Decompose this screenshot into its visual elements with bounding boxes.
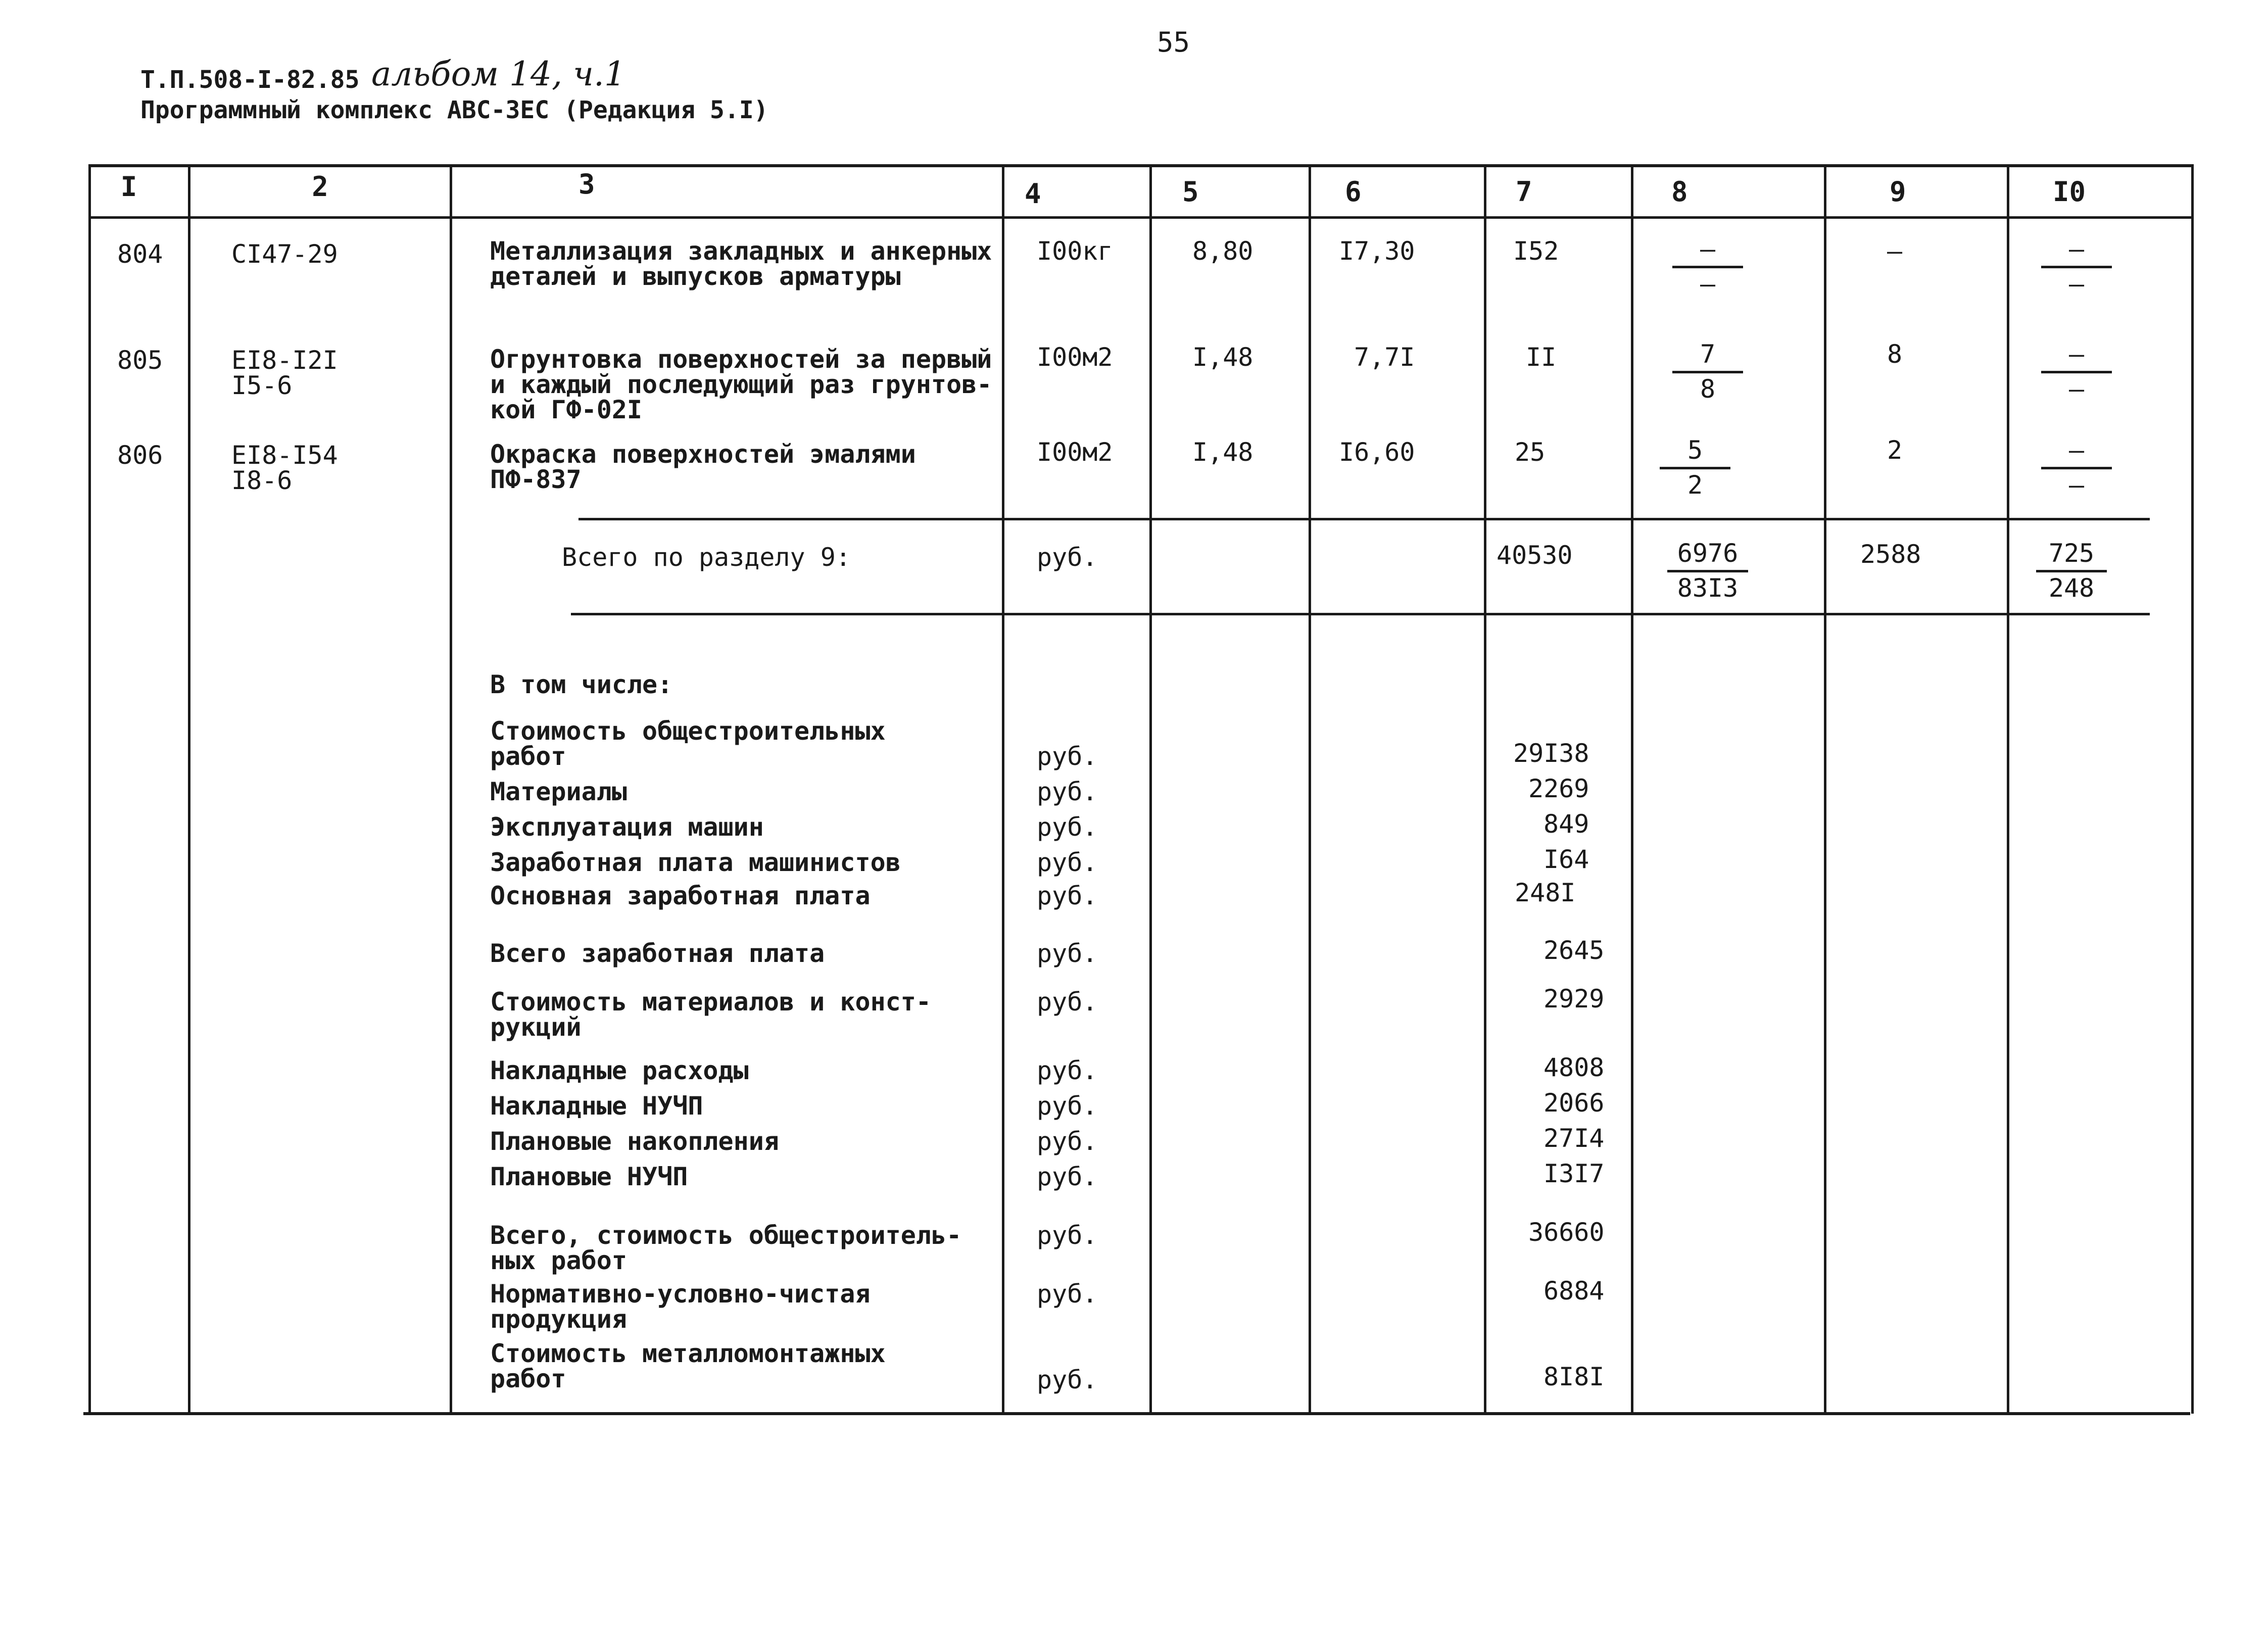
total-unit: руб. — [1037, 543, 1098, 572]
fraction-bottom: – — [2068, 374, 2085, 404]
row-description: Металлизация закладных и анкерных деталей и выпусков арматуры — [490, 236, 992, 291]
breakdown-label: Стоимость металломонтажных работ — [490, 1339, 886, 1393]
breakdown-label: Накладные НУЧП — [490, 1091, 703, 1121]
row-number: 805 — [117, 346, 163, 375]
breakdown-unit: руб. — [1037, 1221, 1098, 1250]
breakdown-unit: руб. — [1037, 1091, 1098, 1121]
fraction-bottom: 8 — [1700, 374, 1716, 404]
breakdown-value: 2645 — [1543, 936, 1605, 965]
doc-subtitle: Программный комплекс АВС-3ЕС (Редакция 5.I) — [140, 96, 768, 124]
row-col10-fraction — [2041, 339, 2112, 405]
breakdown-label: Нормативно-условно-чистая продукция — [490, 1279, 871, 1334]
col-border-6 — [1484, 164, 1486, 1414]
breakdown-unit: руб. — [1037, 1279, 1098, 1309]
breakdown-value: 248I — [1515, 878, 1576, 907]
col-header-8: 8 — [1671, 176, 1688, 208]
breakdown-unit: руб. — [1037, 987, 1098, 1017]
fraction-bottom: 248 — [2048, 573, 2095, 603]
breakdown-label: Эксплуатация машин — [490, 812, 764, 842]
breakdown-unit: руб. — [1037, 848, 1098, 877]
breakdown-unit: руб. — [1037, 1162, 1098, 1191]
row-number: 806 — [117, 441, 163, 470]
total-bottom-rule — [571, 613, 2150, 615]
breakdown-unit: руб. — [1037, 1365, 1098, 1394]
fraction-bottom: 2 — [1687, 470, 1703, 500]
breakdown-heading: В том числе: — [490, 670, 673, 699]
row-description: Окраска поверхностей эмалями ПФ-837 — [490, 440, 916, 494]
breakdown-value: 8I8I — [1543, 1362, 1605, 1391]
header-divider — [88, 216, 2193, 219]
col-border-4 — [1149, 164, 1152, 1414]
col-header-4: 4 — [1025, 178, 1041, 210]
row-col10-fraction — [2041, 435, 2112, 501]
col-header-10: I0 — [2053, 176, 2086, 208]
col-border-2 — [450, 164, 452, 1414]
col-border-5 — [1309, 164, 1311, 1414]
breakdown-unit: руб. — [1037, 881, 1098, 910]
row-description: Огрунтовка поверхностей за первый и каждый последующий раз грунтов- кой ГФ-02I — [490, 345, 992, 424]
breakdown-label: Накладные расходы — [490, 1056, 749, 1085]
breakdown-value: 6884 — [1543, 1276, 1605, 1306]
row-number: 804 — [117, 239, 163, 269]
row-col5: 8,80 — [1192, 236, 1253, 266]
fraction-top: 7 — [1672, 339, 1743, 373]
row-col9: – — [1887, 236, 1903, 266]
fraction-top: – — [2041, 435, 2112, 469]
table-bottom-border — [83, 1412, 2190, 1415]
row-col5: I,48 — [1192, 438, 1253, 467]
breakdown-unit: руб. — [1037, 742, 1098, 771]
fraction-top: – — [1672, 233, 1743, 268]
total-col10-fraction — [2036, 538, 2107, 604]
breakdown-value: 2929 — [1543, 984, 1605, 1013]
total-col8-fraction — [1667, 538, 1748, 604]
breakdown-value: 849 — [1543, 809, 1589, 839]
breakdown-label: Плановые НУЧП — [490, 1162, 688, 1191]
total-col9: 2588 — [1860, 540, 1921, 569]
breakdown-value: I3I7 — [1543, 1159, 1605, 1188]
row-col6: I7,30 — [1339, 236, 1415, 266]
fraction-bottom: – — [1700, 269, 1716, 299]
row-col9: 2 — [1887, 436, 1903, 465]
breakdown-label: Стоимость общестроительных работ — [490, 716, 886, 771]
row-col10-fraction — [2041, 233, 2112, 300]
page-number: 55 — [1157, 26, 1190, 58]
row-col6: I6,60 — [1339, 438, 1415, 467]
col-border-3 — [1002, 164, 1004, 1414]
row-col8-fraction — [1660, 435, 1730, 501]
fraction-top: – — [2041, 339, 2112, 373]
fraction-bottom: 83I3 — [1677, 573, 1739, 603]
album-note: альбом 14, ч.1 — [371, 55, 625, 93]
col-border-7 — [1631, 164, 1633, 1414]
row-col6: 7,7I — [1354, 343, 1415, 372]
col-header-5: 5 — [1182, 176, 1199, 208]
row-col7: I52 — [1513, 236, 1559, 266]
breakdown-unit: руб. — [1037, 939, 1098, 968]
col-header-6: 6 — [1345, 176, 1362, 208]
breakdown-value: 4808 — [1543, 1053, 1605, 1082]
col-border-8 — [1824, 164, 1826, 1414]
fraction-top: 725 — [2036, 538, 2107, 572]
row-unit: I00кг — [1037, 236, 1113, 266]
breakdown-label: Всего, стоимость общестроитель- ных работ — [490, 1221, 962, 1275]
breakdown-value: I64 — [1543, 845, 1589, 874]
row-col7: II — [1526, 343, 1557, 372]
breakdown-unit: руб. — [1037, 812, 1098, 842]
fraction-top: 5 — [1660, 435, 1730, 469]
fraction-top: 6976 — [1667, 538, 1748, 572]
breakdown-value: 2066 — [1543, 1088, 1605, 1118]
row-code: CI47-29 — [231, 239, 338, 269]
row-unit: I00м2 — [1037, 343, 1113, 372]
table-top-border — [88, 164, 2193, 167]
row-col8-fraction — [1672, 233, 1743, 300]
total-label: Всего по разделу 9: — [562, 543, 851, 572]
row-col7: 25 — [1515, 438, 1546, 467]
row-code: EI8-I2I I5-6 — [231, 346, 338, 400]
breakdown-value: 36660 — [1528, 1218, 1605, 1247]
breakdown-label: Основная заработная плата — [490, 881, 871, 910]
col-header-7: 7 — [1516, 176, 1532, 208]
breakdown-value: 2269 — [1528, 774, 1589, 803]
breakdown-label: Стоимость материалов и конст- рукций — [490, 987, 931, 1042]
fraction-bottom: – — [2068, 470, 2085, 500]
breakdown-unit: руб. — [1037, 777, 1098, 806]
total-col7: 40530 — [1497, 541, 1573, 570]
row-col8-fraction — [1672, 339, 1743, 405]
col-border-0 — [88, 164, 91, 1414]
breakdown-unit: руб. — [1037, 1056, 1098, 1085]
total-top-rule — [578, 518, 2150, 520]
col-header-3: 3 — [578, 168, 595, 200]
col-header-2: 2 — [312, 171, 328, 203]
breakdown-label: Заработная плата машинистов — [490, 848, 901, 877]
row-code: EI8-I54 I8-6 — [231, 441, 338, 495]
breakdown-label: Всего заработная плата — [490, 939, 825, 968]
fraction-bottom: – — [2068, 269, 2085, 299]
col-border-10 — [2191, 164, 2194, 1414]
row-col5: I,48 — [1192, 343, 1253, 372]
row-col9: 8 — [1887, 340, 1903, 369]
col-header-1: I — [120, 171, 137, 203]
breakdown-value: 29I38 — [1513, 739, 1589, 768]
breakdown-label: Материалы — [490, 777, 627, 806]
breakdown-unit: руб. — [1037, 1127, 1098, 1156]
row-unit: I00м2 — [1037, 438, 1113, 467]
breakdown-value: 27I4 — [1543, 1124, 1605, 1153]
breakdown-label: Плановые накопления — [490, 1127, 779, 1156]
col-border-1 — [188, 164, 190, 1414]
doc-code: Т.П.508-I-82.85 — [140, 66, 360, 94]
col-header-9: 9 — [1890, 176, 1906, 208]
col-border-9 — [2007, 164, 2009, 1414]
fraction-top: – — [2041, 233, 2112, 268]
